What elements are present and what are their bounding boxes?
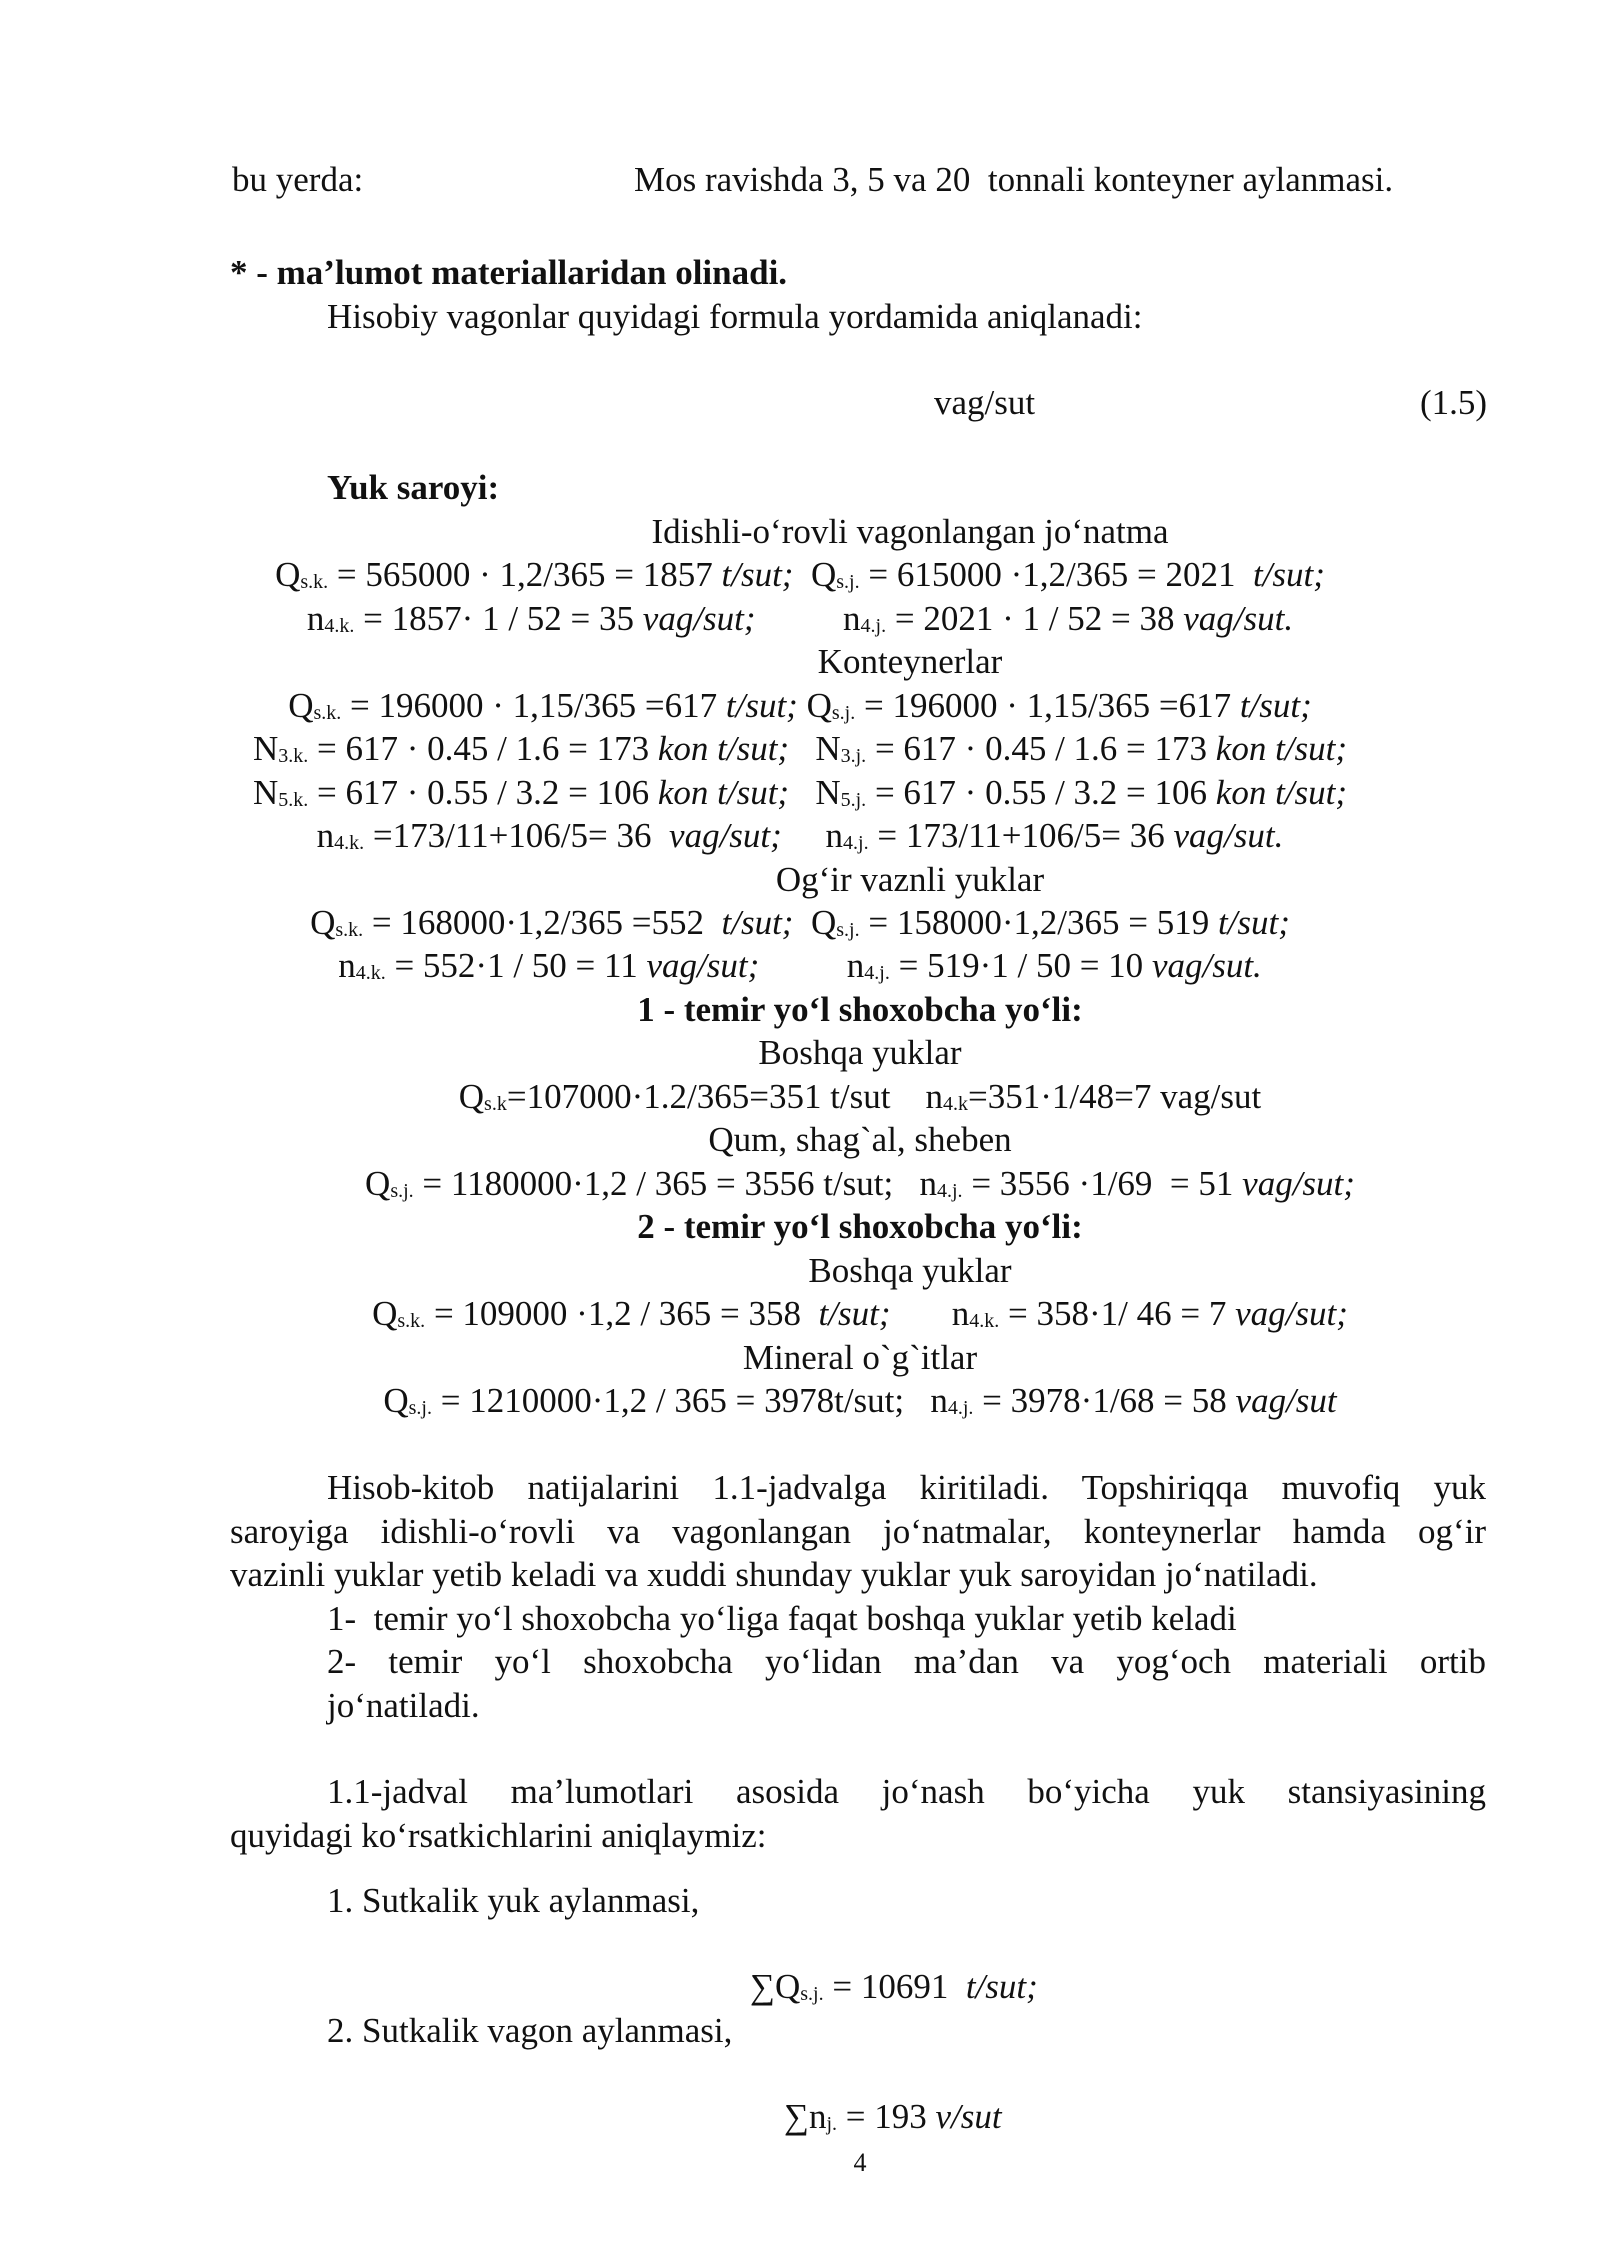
siding-1-other-title: Boshqa yuklar [758,1033,962,1072]
siding-2-mineral-title: Mineral o`g`itlar [742,1338,978,1377]
siding-1-heading: 1 - temir yo‘l shoxobcha yo‘li: [637,990,1083,1029]
siding-list-item-2-cont: jo‘natiladi. [327,1686,480,1725]
indicators-paragraph-line-1: 1.1-jadval ma’lumotlari asosida jo‘nash bo‘yicha yuk stansiyasining [327,1772,1486,1811]
siding-2-mineral-equation: $Q_{s.j.} = 1210000\cdot 1,2 / 365 = 3978t/sut$; $n_{4.j.} = 3978\cdot 1/68 = 58$ vag/sut [383,1381,1337,1420]
source-note: * - ma’lumot materiallaridan olinadi. [230,253,788,292]
siding-2-other-title: Boshqa yuklar [808,1251,1012,1290]
section-title-packaged: Idishli-o‘rovli vagonlangan jo‘natma [651,512,1169,551]
siding-list-item-2: 2- temir yo‘l shoxobcha yo‘lidan ma’dan va yog‘och materiali ortib [327,1642,1486,1681]
equation-n4-containers: $n_{4.k.} =173/11+106/5= 36$ vag/sut; $n_{4.j.} = 173/11+106/5= 36$ vag/sut. [316,816,1284,855]
page-number: 4 [853,2148,867,2177]
results-paragraph-line-2: saroyiga idishli-o‘rovli va vagonlangan jo‘natmalar, konteynerlar hamda og‘ir [230,1512,1486,1551]
formula-unit: vag/sut [934,383,1036,422]
equation-n-packaged: $n_{4.k.} = 1857\cdot 1 / 52 = 35$ vag/sut; $n_{4.j.} = 2021 \cdot 1 / 52 = 38$ vag/sut. [306,599,1294,638]
equation-q-heavy: $Q_{s.k.} = 168000\cdot 1,2/365 =552$ t/sut; $Q_{s.j.} = 158000\cdot 1,2/365 = 519$ t/sut; [310,903,1290,942]
siding-1-other-equation: $Q_{s.k}=107000\cdot 1.2/365=351$ t/sut $n_{4.k}=351\cdot 1/48=7$ vag/sut [458,1077,1262,1116]
daily-cargo-turnover-value: $\sum Q_{s.j.} = 10691$ t/sut; [750,1967,1038,2006]
siding-1-sand-title: Qum, shag`al, sheben [708,1120,1012,1159]
indicators-paragraph-line-2: quyidagi ko‘rsatkichlarini aniqlaymiz: [230,1816,767,1855]
siding-2-other-equation: $Q_{s.k.} = 109000 \cdot 1,2 / 365 = 358$ t/sut; $n_{4.k.} = 358\cdot 1/$ 46 = 7 vag/sut; [372,1294,1348,1333]
formula-intro: Hisobiy vagonlar quyidagi formula yordamida aniqlanadi: [327,297,1143,336]
equation-n3-containers: $N_{3.k.} = 617 \cdot 0.45 / 1.6 = 173$ kon t/sut; $N_{3.j.} = 617 \cdot 0.45 / 1.6 = 173$ kon t/sut; [252,729,1348,768]
equation-q-packaged: $Q_{s.k.} = 565000 \cdot 1,2/365 = 1857$ t/sut; $Q_{s.j.} = 615000 \cdot 1,2/365 = 2021$ t/sut; [275,555,1325,594]
bu-yerda-label: bu yerda: [232,160,364,199]
container-turnover-note: Mos ravishda 3, 5 va 20 tonnali konteyner aylanmasi. [634,160,1394,199]
daily-wagon-turnover-value: $\sum n_{j.} = 193$ v/sut [784,2097,1002,2136]
siding-2-heading: 2 - temir yo‘l shoxobcha yo‘li: [637,1207,1083,1246]
equation-n-heavy: $n_{4.k.} = 552\cdot 1 / 50 = 11$ vag/sut; $n_{4.j.} = 519\cdot 1 / 50 = 10$ vag/sut. [338,946,1262,985]
equation-q-containers: $Q_{s.k.} = 196000 \cdot 1,15/365 =617$ t/sut; $Q_{s.j.} = 196000 \cdot 1,15/365 =617$ t/sut; [288,686,1312,725]
siding-1-sand-equation: $Q_{s.j.} = 1180000\cdot 1,2 / 365 = 3556$ t/sut; $n_{4.j.} = 3556 \cdot 1/69 = 51$ vag/sut; [365,1164,1355,1203]
daily-wagon-turnover-label: 2. Sutkalik vagon aylanmasi, [327,2011,733,2050]
formula-number: (1.5) [1420,383,1488,422]
section-title-containers: Konteynerlar [817,642,1003,681]
results-paragraph-line-3: vazinli yuklar yetib keladi va xuddi shunday yuklar yuk saroyidan jo‘natiladi. [230,1555,1318,1594]
section-title-heavy: Og‘ir vaznli yuklar [775,860,1045,899]
yuk-saroyi-heading: Yuk saroyi: [327,468,500,507]
daily-cargo-turnover-label: 1. Sutkalik yuk aylanmasi, [327,1881,700,1920]
equation-n5-containers: $N_{5.k.} = 617 \cdot 0.55 / 3.2 = 106$ kon t/sut; $N_{5.j.} = 617 \cdot 0.55 / 3.2 = 106$ kon t/sut; [252,773,1348,812]
siding-list-item-1: 1- temir yo‘l shoxobcha yo‘liga faqat boshqa yuklar yetib keladi [327,1599,1237,1638]
results-paragraph-line-1: Hisob-kitob natijalarini 1.1-jadvalga kiritiladi. Topshiriqqa muvofiq yuk [327,1468,1486,1507]
